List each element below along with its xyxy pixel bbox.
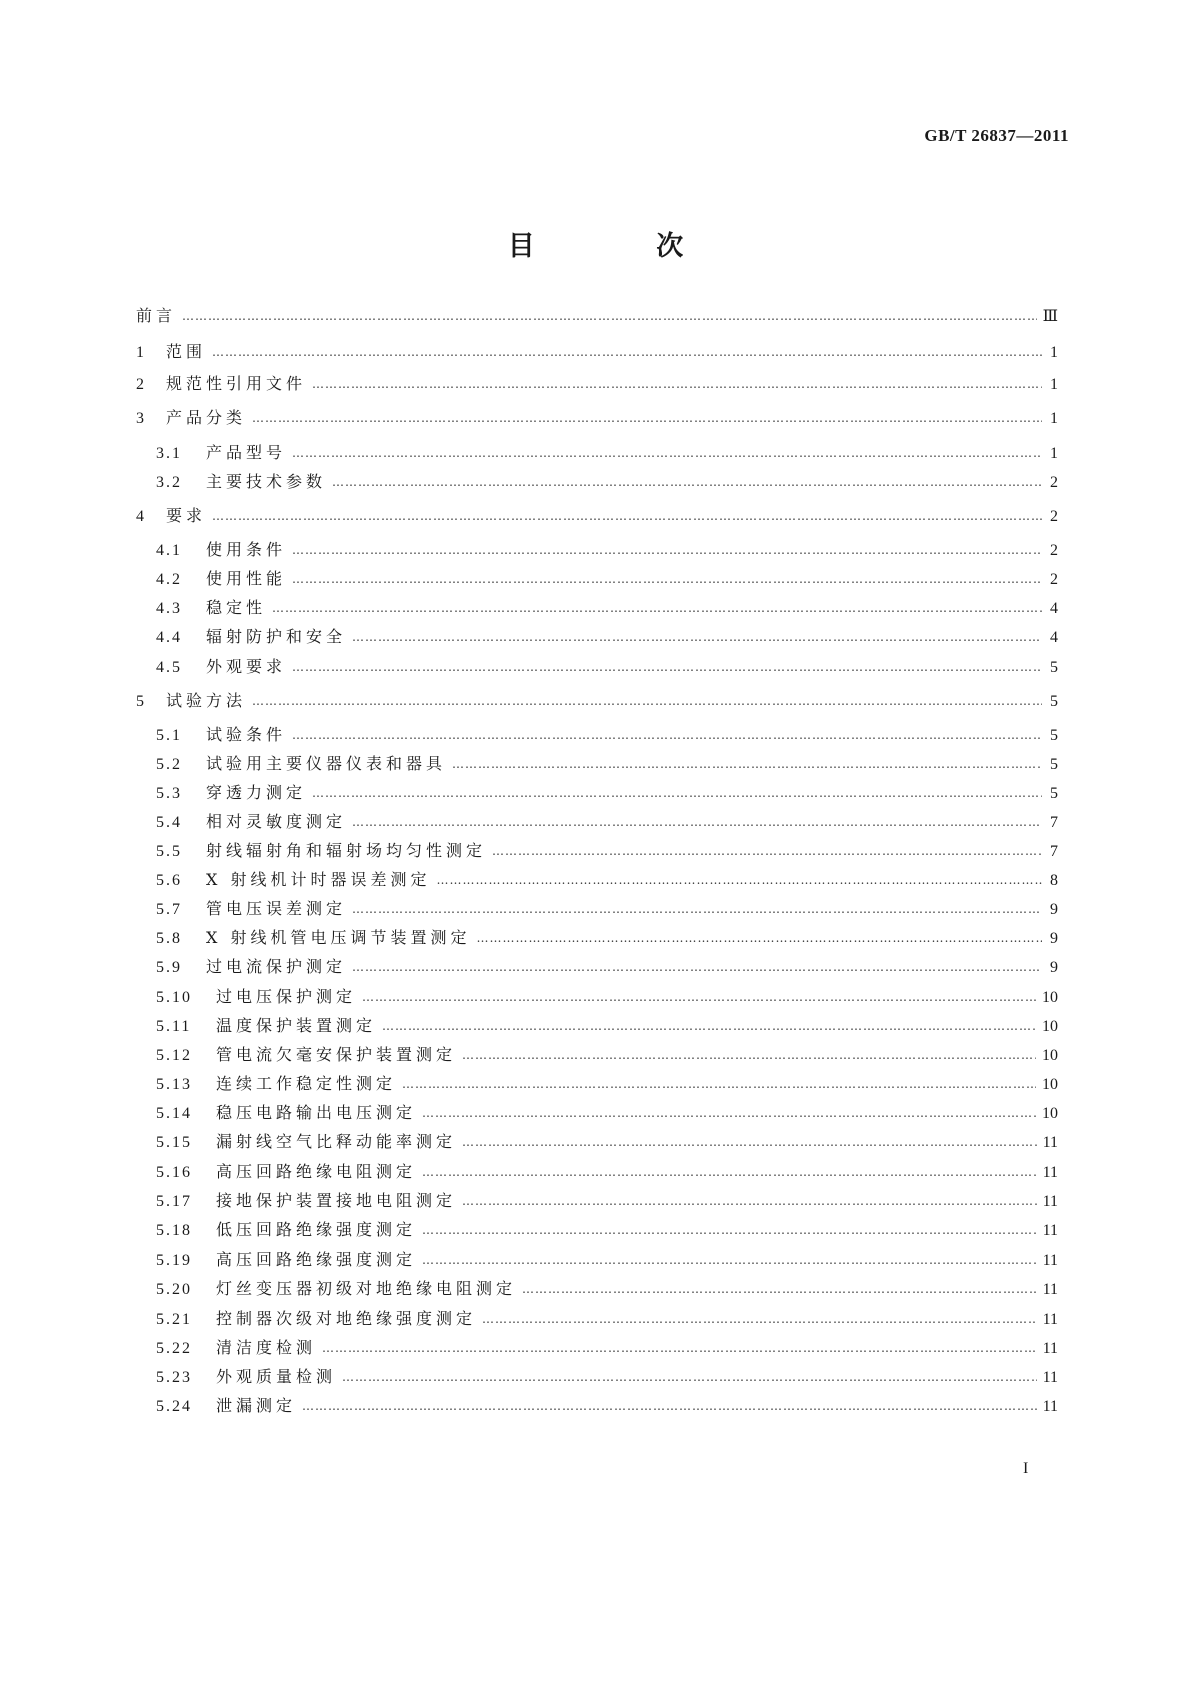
toc-dot-leader (212, 510, 1042, 522)
toc-entry-title: 外观质量检测 (216, 1367, 337, 1386)
toc-entry-number: 5.17 (156, 1193, 192, 1210)
toc-entry-title: 试验用主要仪器仪表和器具 (206, 754, 447, 773)
toc-entry[interactable] (136, 470, 1058, 494)
toc-entry-number: 4.2 (156, 571, 182, 588)
toc-entry-title: 要求 (166, 506, 207, 525)
toc-entry-page: 10 (1042, 989, 1058, 1006)
toc-entry[interactable] (136, 538, 1058, 562)
toc-entry-title: X 射线机管电压调节装置测定 (206, 928, 471, 947)
toc-dot-leader (182, 310, 1037, 322)
toc-dot-leader (452, 758, 1042, 770)
toc-entry-page: 1 (1050, 410, 1058, 427)
toc-entry-title: 连续工作稳定性测定 (216, 1074, 397, 1093)
toc-dot-leader (252, 695, 1042, 707)
toc-entry-number: 5.20 (156, 1281, 192, 1298)
toc-entry-number: 5.1 (156, 727, 182, 744)
toc-entry-title: 主要技术参数 (206, 472, 327, 491)
toc-dot-leader (212, 346, 1042, 358)
toc-entry-page: 10 (1042, 1076, 1058, 1093)
toc-entry[interactable] (136, 1394, 1058, 1418)
toc-entry-page: 2 (1050, 474, 1058, 491)
toc-entry[interactable] (136, 689, 1058, 713)
toc-entry-title: 试验方法 (166, 691, 247, 710)
toc-entry[interactable] (136, 1336, 1058, 1360)
toc-entry-page: 5 (1050, 693, 1058, 710)
toc-entry[interactable] (136, 781, 1058, 805)
toc-entry-page: 11 (1042, 1164, 1058, 1181)
toc-entry-title: 温度保护装置测定 (216, 1016, 377, 1035)
toc-entry-title: X 射线机计时器误差测定 (206, 870, 431, 889)
toc-entry[interactable] (136, 1014, 1058, 1038)
toc-dot-leader (522, 1283, 1037, 1295)
toc-entry[interactable] (136, 406, 1058, 430)
toc-entry-number: 5.18 (156, 1222, 192, 1239)
toc-entry-number: 5.22 (156, 1340, 192, 1357)
toc-entry[interactable] (136, 926, 1058, 950)
toc-dot-leader (476, 932, 1042, 944)
toc-entry-page: 5 (1050, 785, 1058, 802)
toc-entry-page: 10 (1042, 1018, 1058, 1035)
toc-entry-number: 3 (136, 410, 146, 427)
toc-entry[interactable] (136, 1218, 1058, 1242)
toc-entry[interactable] (136, 723, 1058, 747)
toc-entry[interactable] (136, 1248, 1058, 1272)
toc-dot-leader (292, 661, 1042, 673)
toc-entry[interactable] (136, 1307, 1058, 1331)
toc-entry[interactable] (136, 810, 1058, 834)
toc-entry-title: 低压回路绝缘强度测定 (216, 1220, 417, 1239)
toc-entry-page: 2 (1050, 571, 1058, 588)
toc-entry-number: 5.2 (156, 756, 182, 773)
toc-dot-leader (482, 1313, 1037, 1325)
toc-entry-page: Ⅲ (1042, 308, 1058, 325)
toc-entry-title: 射线辐射角和辐射场均匀性测定 (206, 841, 487, 860)
toc-entry[interactable] (136, 441, 1058, 465)
toc-entry-title: 相对灵敏度测定 (206, 812, 347, 831)
toc-entry-page: 1 (1050, 344, 1058, 361)
toc-entry-title: 稳压电路输出电压测定 (216, 1103, 417, 1122)
toc-entry-title: 漏射线空气比释动能率测定 (216, 1132, 457, 1151)
toc-entry[interactable] (136, 1277, 1058, 1301)
toc-entry-title: 管电压误差测定 (206, 899, 347, 918)
toc-entry-number: 5.13 (156, 1076, 192, 1093)
toc-entry-title: 接地保护装置接地电阻测定 (216, 1191, 457, 1210)
toc-entry-number: 5.16 (156, 1164, 192, 1181)
toc-entry-page: 10 (1042, 1105, 1058, 1122)
toc-entry[interactable] (136, 372, 1058, 396)
toc-entry-number: 5.4 (156, 814, 182, 831)
toc-entry[interactable] (136, 655, 1058, 679)
toc-dot-leader (302, 1400, 1037, 1412)
toc-entry-number: 4.3 (156, 600, 182, 617)
toc-entry-page: 11 (1042, 1369, 1058, 1386)
toc-entry-number: 3.2 (156, 474, 182, 491)
toc-entry-number: 5.11 (156, 1018, 192, 1035)
toc-dot-leader (292, 729, 1042, 741)
toc-entry-page: 5 (1050, 727, 1058, 744)
standard-code: GB/T 26837—2011 (924, 126, 1069, 145)
toc-entry-number: 5 (136, 693, 146, 710)
toc-entry-title: 产品分类 (166, 408, 247, 427)
toc-dot-leader (436, 874, 1042, 886)
toc-title: 目 次 (507, 231, 740, 262)
toc-entry-number: 4.5 (156, 659, 182, 676)
toc-entry-title: 高压回路绝缘强度测定 (216, 1250, 417, 1269)
toc-entry-title: 稳定性 (206, 598, 267, 617)
toc-entry[interactable] (136, 839, 1058, 863)
toc-dot-leader (312, 378, 1042, 390)
toc-entry-number: 5.3 (156, 785, 182, 802)
toc-dot-leader (422, 1254, 1037, 1266)
toc-entry-number: 5.9 (156, 959, 182, 976)
toc-entry[interactable] (136, 1160, 1058, 1184)
toc-dot-leader (462, 1195, 1037, 1207)
toc-entry-number: 5.15 (156, 1134, 192, 1151)
toc-dot-leader (332, 476, 1042, 488)
toc-dot-leader (422, 1224, 1037, 1236)
toc-entry-page: 5 (1050, 659, 1058, 676)
toc-entry[interactable] (136, 897, 1058, 921)
toc-entry-number: 5.6 (156, 872, 182, 889)
toc-entry-page: 11 (1042, 1398, 1058, 1415)
toc-entry-page: 4 (1050, 600, 1058, 617)
toc-entry-number: 5.23 (156, 1369, 192, 1386)
toc-entry-number: 4 (136, 508, 146, 525)
toc-dot-leader (402, 1078, 1036, 1090)
toc-dot-leader (422, 1107, 1036, 1119)
toc-entry-title: 清洁度检测 (216, 1338, 317, 1357)
toc-entry-number: 5.19 (156, 1252, 192, 1269)
toc-entry-page: 11 (1042, 1134, 1058, 1151)
toc-entry-page: 7 (1050, 843, 1058, 860)
toc-entry-title: 辐射防护和安全 (206, 627, 347, 646)
toc-entry-number: 2 (136, 376, 146, 393)
toc-dot-leader (322, 1342, 1037, 1354)
page-number: I (1023, 1460, 1029, 1477)
toc-dot-leader (352, 961, 1042, 973)
toc-entry-number: 4.4 (156, 629, 182, 646)
toc-entry-title: 使用性能 (206, 569, 287, 588)
toc-entry[interactable] (136, 340, 1058, 364)
toc-entry-title: 试验条件 (206, 725, 287, 744)
toc-entry-title: 灯丝变压器初级对地绝缘电阻测定 (216, 1279, 517, 1298)
toc-entry-title: 外观要求 (206, 657, 287, 676)
toc-entry-title: 控制器次级对地绝缘强度测定 (216, 1309, 477, 1328)
toc-entry-title: 高压回路绝缘电阻测定 (216, 1162, 417, 1181)
toc-entry[interactable] (136, 868, 1058, 892)
toc-entry-number: 5.5 (156, 843, 182, 860)
toc-dot-leader (382, 1020, 1036, 1032)
toc-dot-leader (342, 1371, 1037, 1383)
toc-entry-number: 5.24 (156, 1398, 192, 1415)
toc-entry-page: 7 (1050, 814, 1058, 831)
toc-dot-leader (462, 1136, 1037, 1148)
toc-entry-title: 使用条件 (206, 540, 287, 559)
toc-entry-title: 范围 (166, 342, 207, 361)
toc-entry-page: 9 (1050, 930, 1058, 947)
toc-entry[interactable] (136, 1101, 1058, 1125)
toc-entry[interactable] (136, 985, 1058, 1009)
toc-entry-title: 产品型号 (206, 443, 287, 462)
toc-entry-page: 11 (1042, 1252, 1058, 1269)
toc-entry-page: 1 (1050, 445, 1058, 462)
toc-entry[interactable] (136, 567, 1058, 591)
toc-dot-leader (292, 447, 1042, 459)
toc-entry[interactable] (136, 504, 1058, 528)
toc-dot-leader (352, 903, 1042, 915)
toc-dot-leader (292, 544, 1042, 556)
toc-entry-page: 1 (1050, 376, 1058, 393)
toc-entry-page: 11 (1042, 1340, 1058, 1357)
toc-entry-number: 5.14 (156, 1105, 192, 1122)
toc-dot-leader (422, 1166, 1037, 1178)
toc-entry[interactable] (136, 752, 1058, 776)
toc-entry-page: 8 (1050, 872, 1058, 889)
toc-entry-page: 11 (1042, 1311, 1058, 1328)
toc-entry-page: 10 (1042, 1047, 1058, 1064)
toc-entry-number: 5.21 (156, 1311, 192, 1328)
toc-entry-number: 5.10 (156, 989, 192, 1006)
toc-entry-title: 穿透力测定 (206, 783, 307, 802)
toc-entry-page: 9 (1050, 959, 1058, 976)
toc-entry-title: 过电流保护测定 (206, 957, 347, 976)
toc-entry-page: 2 (1050, 508, 1058, 525)
toc-entry[interactable] (136, 304, 1058, 328)
toc-entry-title: 管电流欠毫安保护装置测定 (216, 1045, 457, 1064)
toc-entry-page: 11 (1042, 1281, 1058, 1298)
toc-dot-leader (362, 991, 1036, 1003)
toc-entry[interactable] (136, 955, 1058, 979)
toc-entry-page: 9 (1050, 901, 1058, 918)
toc-entry[interactable] (136, 1189, 1058, 1213)
toc-dot-leader (312, 787, 1042, 799)
toc-entry[interactable] (136, 1365, 1058, 1389)
toc-entry-page: 4 (1050, 629, 1058, 646)
toc-entry-number: 3.1 (156, 445, 182, 462)
toc-entry[interactable] (136, 1130, 1058, 1154)
toc-entry-number: 5.12 (156, 1047, 192, 1064)
toc-entry-title: 过电压保护测定 (216, 987, 357, 1006)
toc-dot-leader (252, 412, 1042, 424)
toc-entry-title: 前言 (136, 306, 177, 325)
toc-dot-leader (462, 1049, 1036, 1061)
toc-entry[interactable] (136, 1043, 1058, 1067)
toc-entry-page: 2 (1050, 542, 1058, 559)
toc-entry[interactable] (136, 1072, 1058, 1096)
toc-entry-page: 11 (1042, 1222, 1058, 1239)
toc-entry-number: 5.7 (156, 901, 182, 918)
toc-dot-leader (292, 573, 1042, 585)
toc-entry-number: 1 (136, 344, 146, 361)
toc-entry-title: 泄漏测定 (216, 1396, 297, 1415)
toc-dot-leader (272, 602, 1042, 614)
toc-entry-page: 5 (1050, 756, 1058, 773)
toc-entry-number: 5.8 (156, 930, 182, 947)
toc-entry-number: 4.1 (156, 542, 182, 559)
toc-entry[interactable] (136, 625, 1058, 649)
toc-entry-page: 11 (1042, 1193, 1058, 1210)
toc-dot-leader (352, 631, 1042, 643)
toc-dot-leader (352, 816, 1042, 828)
toc-dot-leader (492, 845, 1042, 857)
toc-entry[interactable] (136, 596, 1058, 620)
toc-entry-title: 规范性引用文件 (166, 374, 307, 393)
